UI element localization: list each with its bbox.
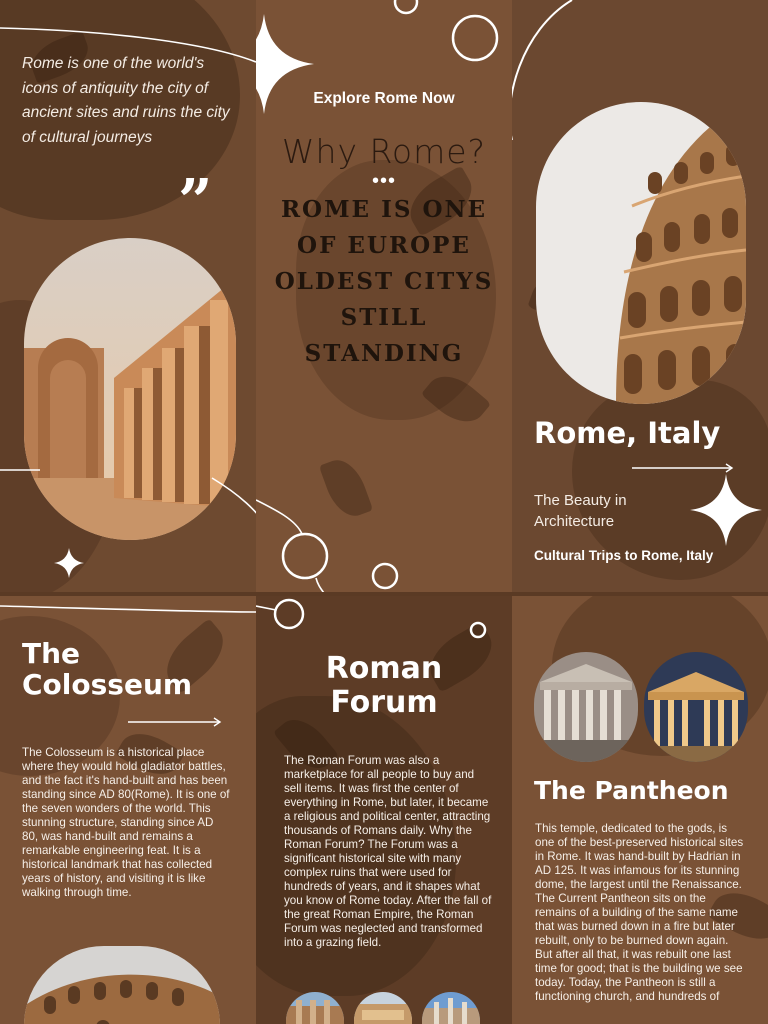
panel-intro [0,0,256,592]
why-rome-title: Why Rome? [281,132,487,171]
panel-pantheon [512,596,768,1024]
decorative-lines [0,0,256,592]
colosseum-photo [536,102,746,404]
colosseum-body: The Colosseum is a historical place where they would hold gladiator battles, and the fact it's hand-built and has been standing since AD 80(Rome). It is one of the seven wonders of the world. This stunning structure, standing since AD 80, was hand-built and remains a remarkable engineering feat. It is a historical landmark that has collected years of history, and visiting it is like walking through time. [22,746,230,899]
explore-rome-label: Explore Rome Now [313,90,455,107]
colosseum-title-line: Colosseum [22,668,193,701]
sparkle-icon [54,548,84,578]
pantheon-body: This temple, dedicated to the gods, is one of the best-preserved historical sites in Rome. It was hand-built by Hadrian in AD 125. It was infamous for its stunning dome, the largest until the Renaissance. The Current Pantheon sits on the remains of a building of the same name that was burned down in a fire but later rebuilt, only to be burned down again. But after all that, it was rebuilt one last time for good; that is the building we see today. Today, the Pantheon is still a functioning church, and hundreds of [535,822,744,1003]
cover-tagline: Cultural Trips to Rome, Italy [534,548,714,563]
forum-title [256,652,512,720]
pantheon-title: The Pantheon [534,776,729,805]
panel-roman-forum [256,596,512,1024]
colosseum-title [22,638,192,700]
intro-text: Rome is one of the world's icons of antiquity the city of ancient sites and ruins the city of cultural journeys [22,55,230,146]
cover-subtitle: The Beauty in Architecture [534,492,627,530]
headline-line: STANDING [304,340,464,367]
pantheon-photo-1 [534,652,638,762]
headline-line: STILL [340,304,428,331]
panel-colosseum [0,596,256,1024]
sparkle-icon [690,474,762,546]
forum-body: The Roman Forum was also a marketplace for all people to buy and sell items. It was first the center of everything in Rome, but later, it became a religious and political center, attracting thousands of Romans daily. Why the Roman Forum? The Forum was a significant historical site with many complex ruins that were used for hundreds of years, and it shapes what you know of Rome today. After the fall of the great Roman Empire, the Roman Forum was neglected and transformed into a grazing field. [284,754,492,949]
headline-line: OLDEST CITYS [274,268,494,295]
forum-title-line: Forum [330,685,438,720]
panel-cover [512,0,768,592]
panel-why-rome [256,0,512,592]
forum-title-line: Roman [325,651,443,686]
headline-line: ROME IS ONE [280,196,488,223]
cover-title: Rome, Italy [534,416,721,450]
pantheon-photo-2 [644,652,748,762]
headline-line: OF EUROPE [297,232,471,259]
headline [264,192,504,372]
dots-divider: ••• [371,170,396,192]
colosseum-title-line: The [22,637,81,670]
quote-mark: ” [178,167,213,237]
